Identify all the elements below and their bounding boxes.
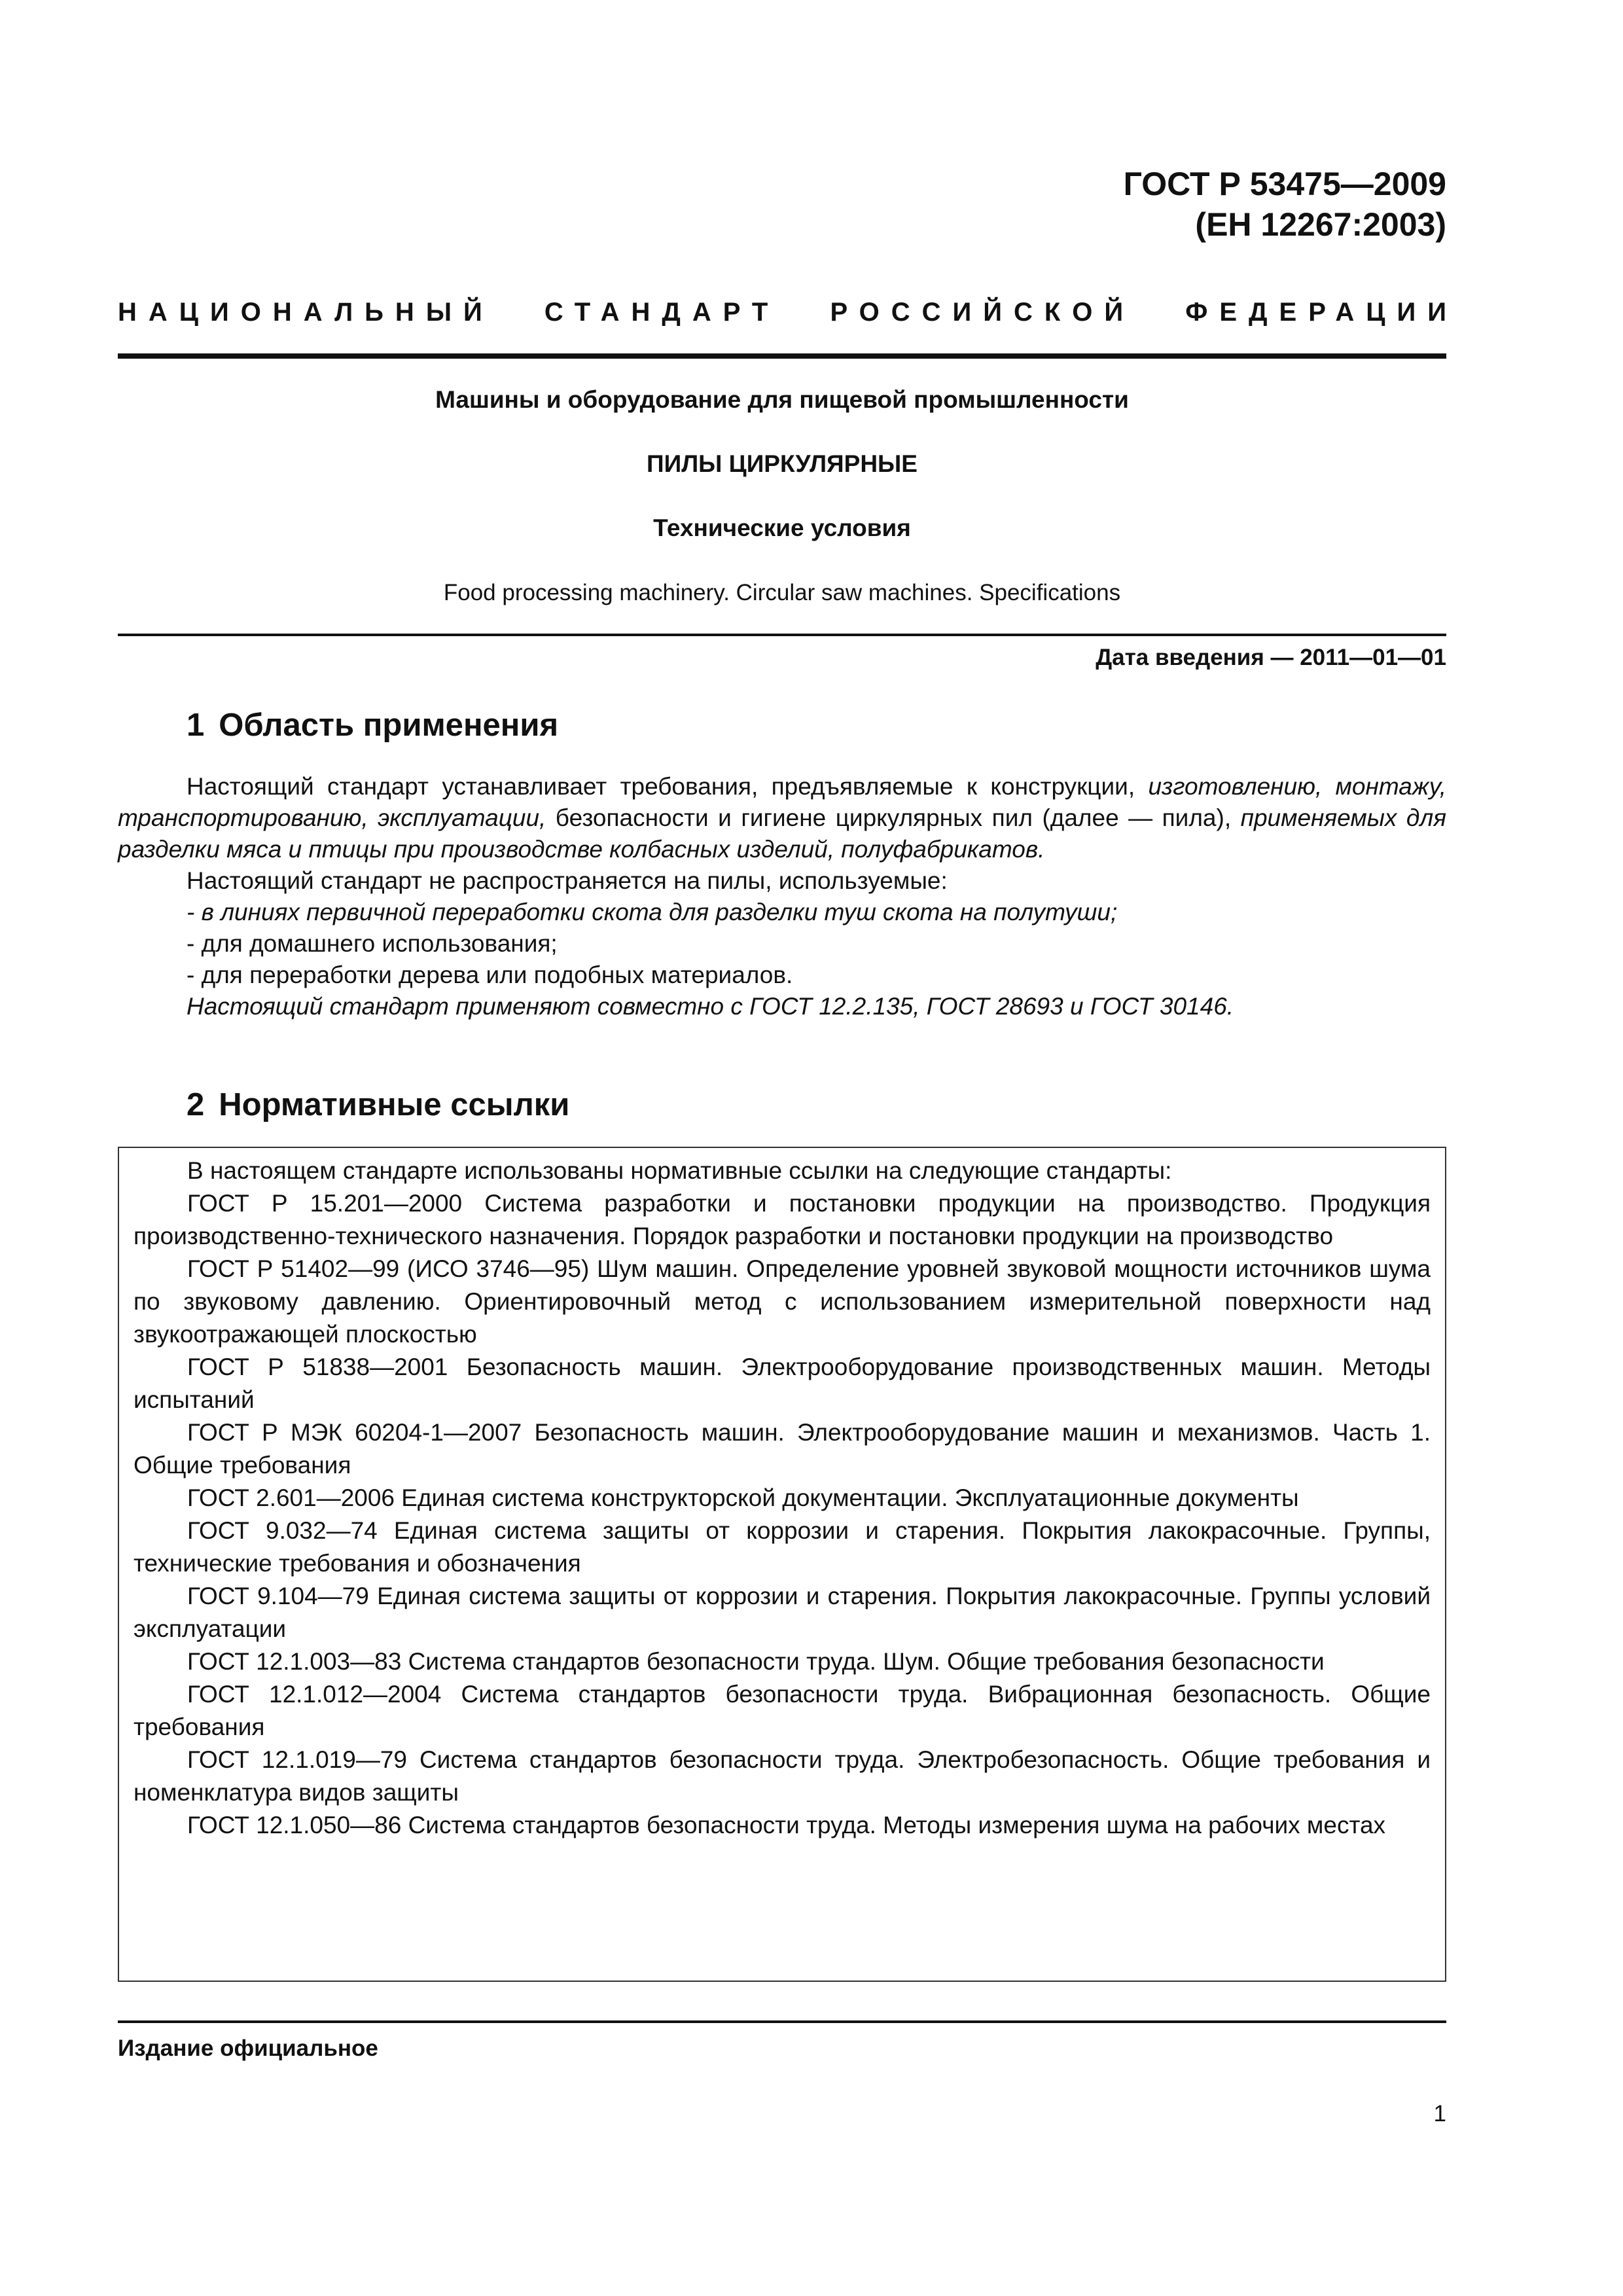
scope-exclusions-intro: Настоящий стандарт не распространяется на пилы, используемые: xyxy=(187,867,948,894)
title-main: ПИЛЫ ЦИРКУЛЯРНЫЕ xyxy=(647,450,918,477)
section-title: Нормативные ссылки xyxy=(219,1087,570,1122)
text-run-italic: применяемых для разделки мяса и птицы при производстве колбасных изделий, полуфабрикатов. xyxy=(118,804,1446,863)
national-standard-banner xyxy=(118,298,1458,327)
section-number: 1 xyxy=(187,708,205,743)
en-number: (ЕН 12267:2003) xyxy=(1195,206,1446,243)
text-run: Настоящий стандарт устанавливает требования, предъявляемые к конструкции, xyxy=(187,773,1149,800)
section-1-body xyxy=(118,771,1446,1022)
banner-word: СТАНДАРТ xyxy=(544,298,780,327)
title-english: Food processing machinery. Circular saw machines. Specifications xyxy=(443,580,1121,605)
normative-references-box xyxy=(118,1147,1446,1982)
text-run-italic: изготовлению, монтажу, транспортированию, эксплуатации, xyxy=(118,773,1446,831)
reference-item: ГОСТ Р МЭК 60204-1—2007 Безопасность машин. Электрооборудование машин и механизмов. Часть 1. Общие требования xyxy=(134,1419,1431,1479)
introduction-date: Дата введения — 2011—01—01 xyxy=(1096,645,1446,670)
footer-rule xyxy=(118,2020,1446,2023)
reference-item: ГОСТ 12.1.050—86 Система стандартов безопасности труда. Методы измерения шума на рабочих местах xyxy=(187,1812,1386,1839)
scope-paragraph xyxy=(118,771,1446,865)
scope-joint-use: Настоящий стандарт применяют совместно с ГОСТ 12.2.135, ГОСТ 28693 и ГОСТ 30146. xyxy=(187,993,1234,1020)
reference-item: ГОСТ 9.104—79 Единая система защиты от коррозии и старения. Покрытия лакокрасочные. Группы условий эксплуатации xyxy=(134,1583,1431,1642)
section-title: Область применения xyxy=(219,708,559,743)
gost-designation xyxy=(1124,164,1446,245)
reference-item: ГОСТ 12.1.012—2004 Система стандартов безопасности труда. Вибрационная безопасность. Общие требования xyxy=(134,1681,1431,1740)
exclusion-item: - в линиях первичной переработки скота для разделки туш скота на полутуши; xyxy=(187,899,1118,925)
reference-item: ГОСТ Р 51402—99 (ИСО 3746—95) Шум машин. Определение уровней звуковой мощности источников шума по звуковому давлению. Ориентировочный метод с использованием измерительной поверхности над звукоотражающей плоскостью xyxy=(134,1255,1431,1348)
reference-item: ГОСТ 12.1.003—83 Система стандартов безопасности труда. Шум. Общие требования безопасности xyxy=(187,1648,1325,1675)
official-edition-label: Издание официальное xyxy=(118,2036,378,2061)
reference-item: ГОСТ 12.1.019—79 Система стандартов безопасности труда. Электробезопасность. Общие требования и номенклатура видов защиты xyxy=(134,1746,1431,1806)
section-number: 2 xyxy=(187,1087,205,1122)
banner-word: НАЦИОНАЛЬНЫЙ xyxy=(118,298,494,327)
exclusion-item: - для домашнего использования; xyxy=(187,930,558,957)
title-subject: Машины и оборудование для пищевой промышленности xyxy=(435,386,1129,413)
references-intro: В настоящем стандарте использованы нормативные ссылки на следующие стандарты: xyxy=(187,1157,1172,1184)
exclusion-item: - для переработки дерева или подобных материалов. xyxy=(187,961,793,988)
header-rule xyxy=(118,353,1446,359)
text-run: безопасности и гигиене циркулярных пил (далее — пила), xyxy=(546,804,1241,831)
reference-item: ГОСТ 2.601—2006 Единая система конструкторской документации. Эксплуатационные документы xyxy=(187,1484,1299,1511)
reference-item: ГОСТ Р 15.201—2000 Система разработки и постановки продукции на производство. Продукция производственно-технического назначения. Порядок разработки и постановки продукции на производство xyxy=(134,1190,1431,1249)
section-2-heading xyxy=(187,1086,569,1123)
title-rule xyxy=(118,634,1446,636)
title-sub: Технические условия xyxy=(653,514,911,541)
reference-item: ГОСТ 9.032—74 Единая система защиты от коррозии и старения. Покрытия лакокрасочные. Группы, технические требования и обозначения xyxy=(134,1517,1431,1577)
banner-word: РОССИЙСКОЙ xyxy=(830,298,1135,327)
page-number: 1 xyxy=(1433,2101,1446,2126)
banner-word: ФЕДЕРАЦИИ xyxy=(1185,298,1458,327)
reference-item: ГОСТ Р 51838—2001 Безопасность машин. Электрооборудование производственных машин. Методы испытаний xyxy=(134,1354,1431,1413)
section-1-heading xyxy=(187,707,558,744)
gost-number: ГОСТ Р 53475—2009 xyxy=(1123,166,1446,202)
